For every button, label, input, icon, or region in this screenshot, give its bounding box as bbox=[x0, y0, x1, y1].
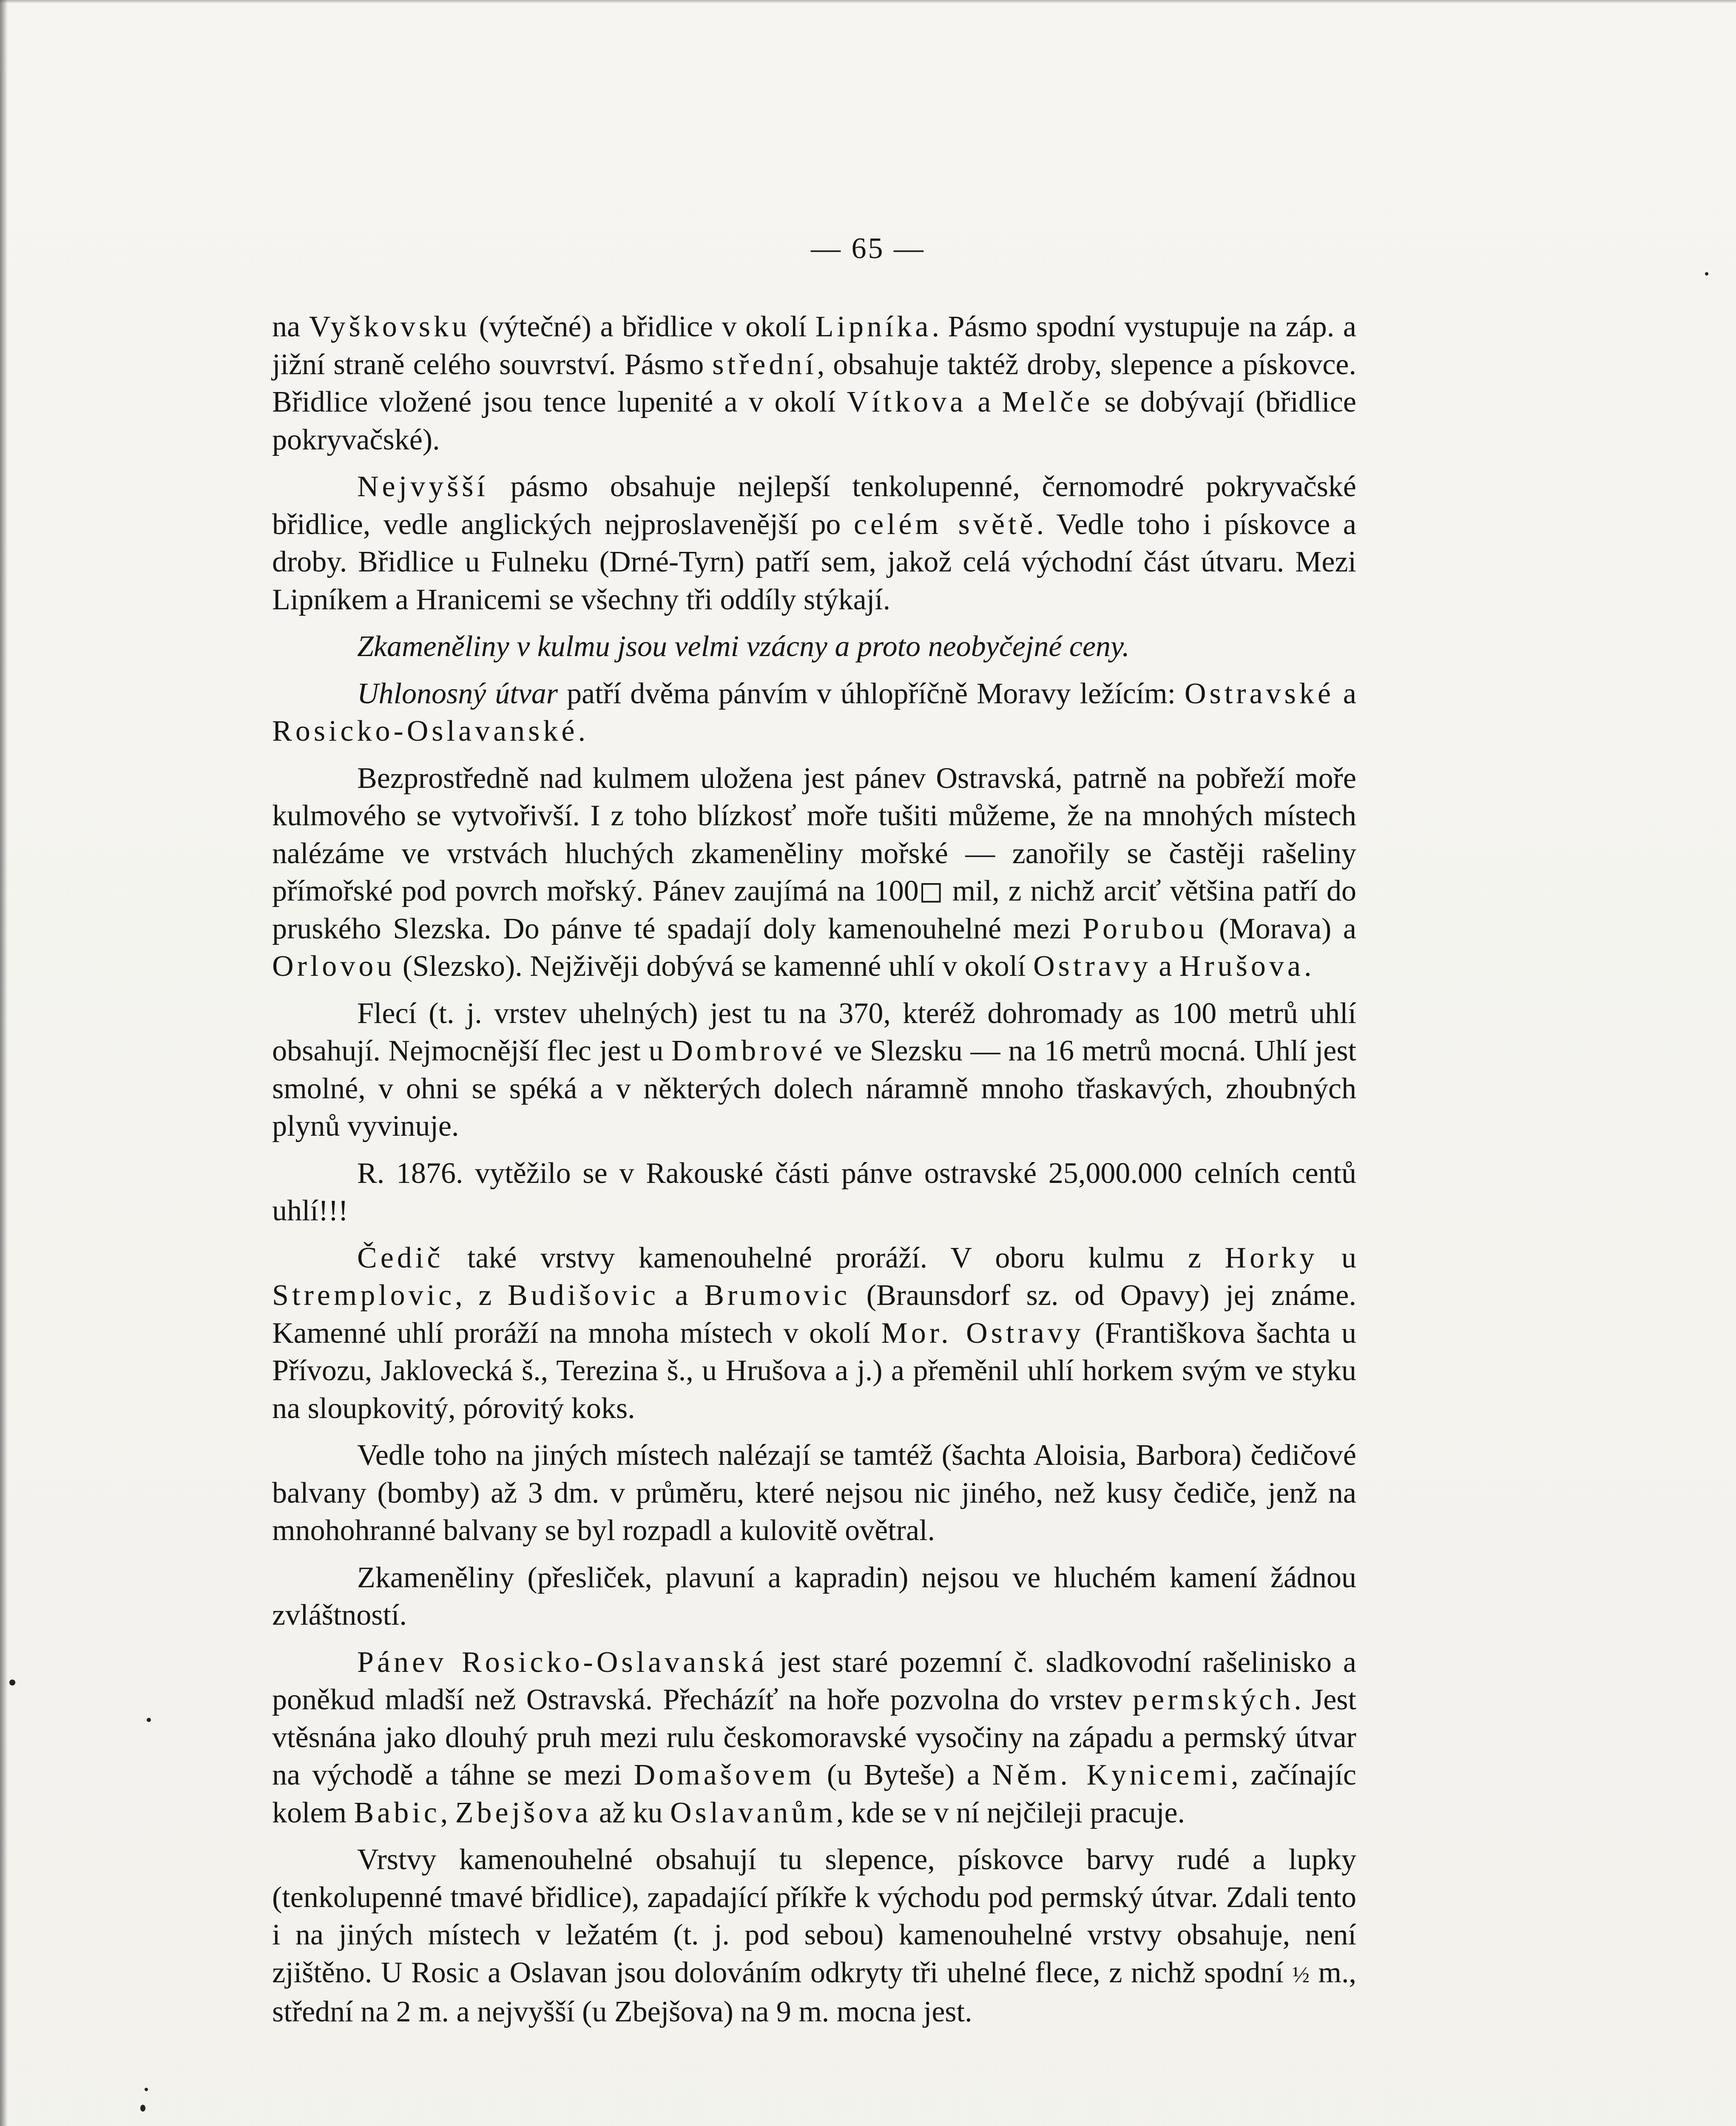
paragraph-8 bbox=[272, 1239, 1356, 1428]
text-run: (Braunsdorf sz. od Opavy) jej známe. Kamenné uhlí proráží na mnoha místech v okolí bbox=[272, 1279, 1356, 1350]
emphasis-stredni: střední bbox=[712, 348, 817, 381]
paragraph-6 bbox=[272, 995, 1356, 1145]
text-run: pásmo obsahuje nejlepší tenkolupenné, černomodré pokryvačské břidlice, vedle anglických nejproslavenější po bbox=[272, 470, 1356, 541]
page-top-edge bbox=[0, 0, 1736, 3]
text-run: , kde se v ní nejčileji pracuje. bbox=[836, 1796, 1185, 1829]
text-run: patří dvěma pánvím v úhlopříčně Moravy ležícím: bbox=[558, 677, 1185, 710]
emphasis-vyskovsku: Vyškovsku bbox=[309, 310, 470, 343]
text-run: Flecí (t. j. vrstev uhelných) jest tu na 370, kteréž dohromady as 100 metrů uhlí obsahují. Nejmocnější flec jest u bbox=[272, 997, 1356, 1067]
text-run: . bbox=[1304, 950, 1312, 983]
text-run: až ku bbox=[591, 1796, 670, 1829]
page-binding-shadow bbox=[0, 0, 8, 2126]
text-run: a bbox=[1151, 950, 1179, 983]
emphasis-celem-svete: celém světě bbox=[853, 508, 1037, 541]
emphasis-panev-rosicko-oslavanska: Pánev Rosicko-Oslavanská bbox=[357, 1646, 768, 1679]
text-run: (Františkova šachta u Přívozu, Jaklovecká š., Terezina š., u Hrušova a j.) a přeměnil uhlí horkem svým ve styku na sloupkovitý, pórovitý koks. bbox=[272, 1316, 1356, 1425]
emphasis-babic: Babic bbox=[354, 1796, 440, 1829]
paragraph-12 bbox=[272, 1841, 1356, 2031]
emphasis-oslavanum: Oslavanům bbox=[670, 1796, 836, 1829]
text-run: , z bbox=[455, 1279, 508, 1312]
text-run: . bbox=[578, 715, 585, 748]
emphasis-domasovem: Domašovem bbox=[634, 1759, 815, 1791]
paragraph-9: Vedle toho na jiných místech nalézají se tamtéž (šachta Aloisia, Barbora) čedičové balvany (bomby) až 3 dm. v průměru, které nejsou nic jiného, než kusy čediče, jenž na mnohohranné balvany se byl rozpadl a kulovitě ovětral. bbox=[272, 1439, 1356, 1547]
text-run: a bbox=[966, 386, 1002, 418]
text-run: (u Byteše) a bbox=[815, 1759, 992, 1791]
text-run: . Pásmo spodní vystupuje na záp. a jižní straně celého souvrství. Pásmo bbox=[272, 310, 1356, 381]
emphasis-nem-kynicemi: Něm. Kynicemi bbox=[992, 1759, 1231, 1791]
emphasis-vitkova: Vítkova bbox=[847, 386, 967, 418]
paragraph-10: Zkameněliny (přesliček, plavuní a kapradin) nejsou ve hluchém kamení žádnou zvláštností. bbox=[272, 1561, 1356, 1631]
emphasis-brumovic: Brumovic bbox=[704, 1279, 851, 1312]
text-run: , bbox=[440, 1796, 455, 1829]
paragraph-7: R. 1876. vytěžilo se v Rakouské části pánve ostravské 25,000.000 celních centů uhlí!!! bbox=[272, 1157, 1356, 1227]
text-run: Bezprostředně nad kulmem uložena jest pánev Ostravská, patrně na pobřeží moře kulmového se vytvořivší. I z toho blízkosť moře tušiti můžeme, že na mnohých místech nalézáme ve vrstvách hluchých zkameněliny mořské — zanořily se častěji rašeliny přímořské pod povrch mořský. Pánev zaujímá na 100◻ mil, z nichž arciť většina patří do pruského Slezska. Do pánve té spadají doly kamenouhelné mezi bbox=[272, 762, 1356, 945]
text-run: (Morava) a bbox=[1207, 912, 1356, 945]
emphasis-horky: Horky bbox=[1225, 1241, 1318, 1274]
emphasis-dombrove: Dombrové bbox=[671, 1035, 826, 1067]
text-run: Vrstvy kamenouhelné obsahují tu slepence, pískovce barvy rudé a lupky (tenkolupenné tmavé břidlice), zapadající příkře k východu pod permský útvar. Zdali tento i na jiných místech v ležatém (t. j. pod sebou) kamenouhelné vrstvy obsahuje, není zjištěno. U Rosic a Oslavan jsou dolováním odkryty tři uhelné flece, z nichž spodní bbox=[272, 1843, 1356, 1989]
emphasis-permskych: permských bbox=[1133, 1683, 1294, 1716]
emphasis-orlovou: Orlovou bbox=[272, 950, 395, 983]
text-run: se dobývají (břidlice pokryvačské). bbox=[272, 386, 1356, 456]
emphasis-rosicko-oslavanske: Rosicko-Oslavanské bbox=[272, 715, 578, 748]
paragraph-4 bbox=[272, 675, 1356, 750]
paragraph-3-italic: Zkameněliny v kulmu jsou velmi vzácny a proto neobyčejné ceny. bbox=[357, 630, 1130, 663]
emphasis-stremplovic: Stremplovic bbox=[272, 1279, 455, 1312]
emphasis-lipnika: Lipníka bbox=[815, 310, 932, 343]
text-run: , začínajíc kolem bbox=[272, 1759, 1356, 1829]
emphasis-nejvyssi: Nejvyšší bbox=[357, 470, 489, 503]
emphasis-zbejsova: Zbejšova bbox=[455, 1796, 592, 1829]
emphasis-cedic: Čedič bbox=[357, 1241, 444, 1274]
paragraph-1 bbox=[272, 308, 1356, 459]
text-run: . Jest vtěsnána jako dlouhý pruh mezi rulu českomoravské vysočiny na západu a permský útvar na východě a táhne se mezi bbox=[272, 1683, 1356, 1791]
text-run: ve Slezsku — na 16 metrů mocná. Uhlí jest smolné, v ohni se spéká a v některých dolech náramně mnoho třaskavých, zhoubných plynů vyvinuje. bbox=[272, 1035, 1357, 1143]
text-run: na bbox=[272, 310, 309, 343]
emphasis-hrusova: Hrušova bbox=[1179, 950, 1304, 983]
paragraph-2 bbox=[272, 468, 1356, 619]
page-number: — 65 — bbox=[811, 232, 925, 265]
scan-speck bbox=[9, 1680, 15, 1685]
body-text bbox=[272, 308, 1356, 2031]
text-run: také vrstvy kamenouhelné proráží. V oboru kulmu z bbox=[443, 1241, 1225, 1274]
text-run: jest staré pozemní č. sladkovodní rašelinisko a poněkud mladší než Ostravská. Přecházíť na hoře pozvolna do vrstev bbox=[272, 1646, 1356, 1716]
italic-uhlonosny-utvar: Uhlonosný útvar bbox=[357, 677, 558, 710]
emphasis-melce: Melče bbox=[1002, 386, 1094, 418]
emphasis-budisovic: Budišovic bbox=[508, 1279, 659, 1312]
paragraph-11 bbox=[272, 1644, 1356, 1832]
emphasis-ostravske: Ostravské bbox=[1185, 677, 1334, 710]
emphasis-ostravy: Ostravy bbox=[1033, 950, 1151, 983]
scan-speck bbox=[1705, 272, 1708, 276]
emphasis-porubou: Porubou bbox=[1083, 912, 1208, 945]
text-run: u bbox=[1318, 1241, 1356, 1274]
scan-speck bbox=[140, 2105, 145, 2112]
text-run: (výtečné) a břidlice v okolí bbox=[470, 310, 815, 343]
fraction-half: ½ bbox=[1292, 1961, 1310, 1987]
scan-speck bbox=[145, 2088, 148, 2091]
text-run: m., střední na 2 m. a nejvyšší (u Zbejšova) na 9 m. mocna jest. bbox=[272, 1956, 1356, 2028]
text-run: a bbox=[659, 1279, 705, 1312]
text-run: , obsahuje taktéž droby, slepence a pískovce. Břidlice vložené jsou tence lupenité a v okolí bbox=[272, 348, 1356, 418]
text-run: a bbox=[1334, 677, 1357, 710]
text-run: (Slezsko). Nejživěji dobývá se kamenné uhlí v okolí bbox=[395, 950, 1034, 983]
emphasis-mor-ostravy: Mor. Ostravy bbox=[881, 1316, 1084, 1350]
text-run: . Vedle toho i pískovce a droby. Břidlice u Fulneku (Drné-Tyrn) patří sem, jakož celá východní část útvaru. Mezi Lipníkem a Hranicemi se všechny tři oddíly stýkají. bbox=[272, 508, 1356, 616]
paragraph-5 bbox=[272, 760, 1356, 986]
scan-speck bbox=[147, 1718, 151, 1722]
